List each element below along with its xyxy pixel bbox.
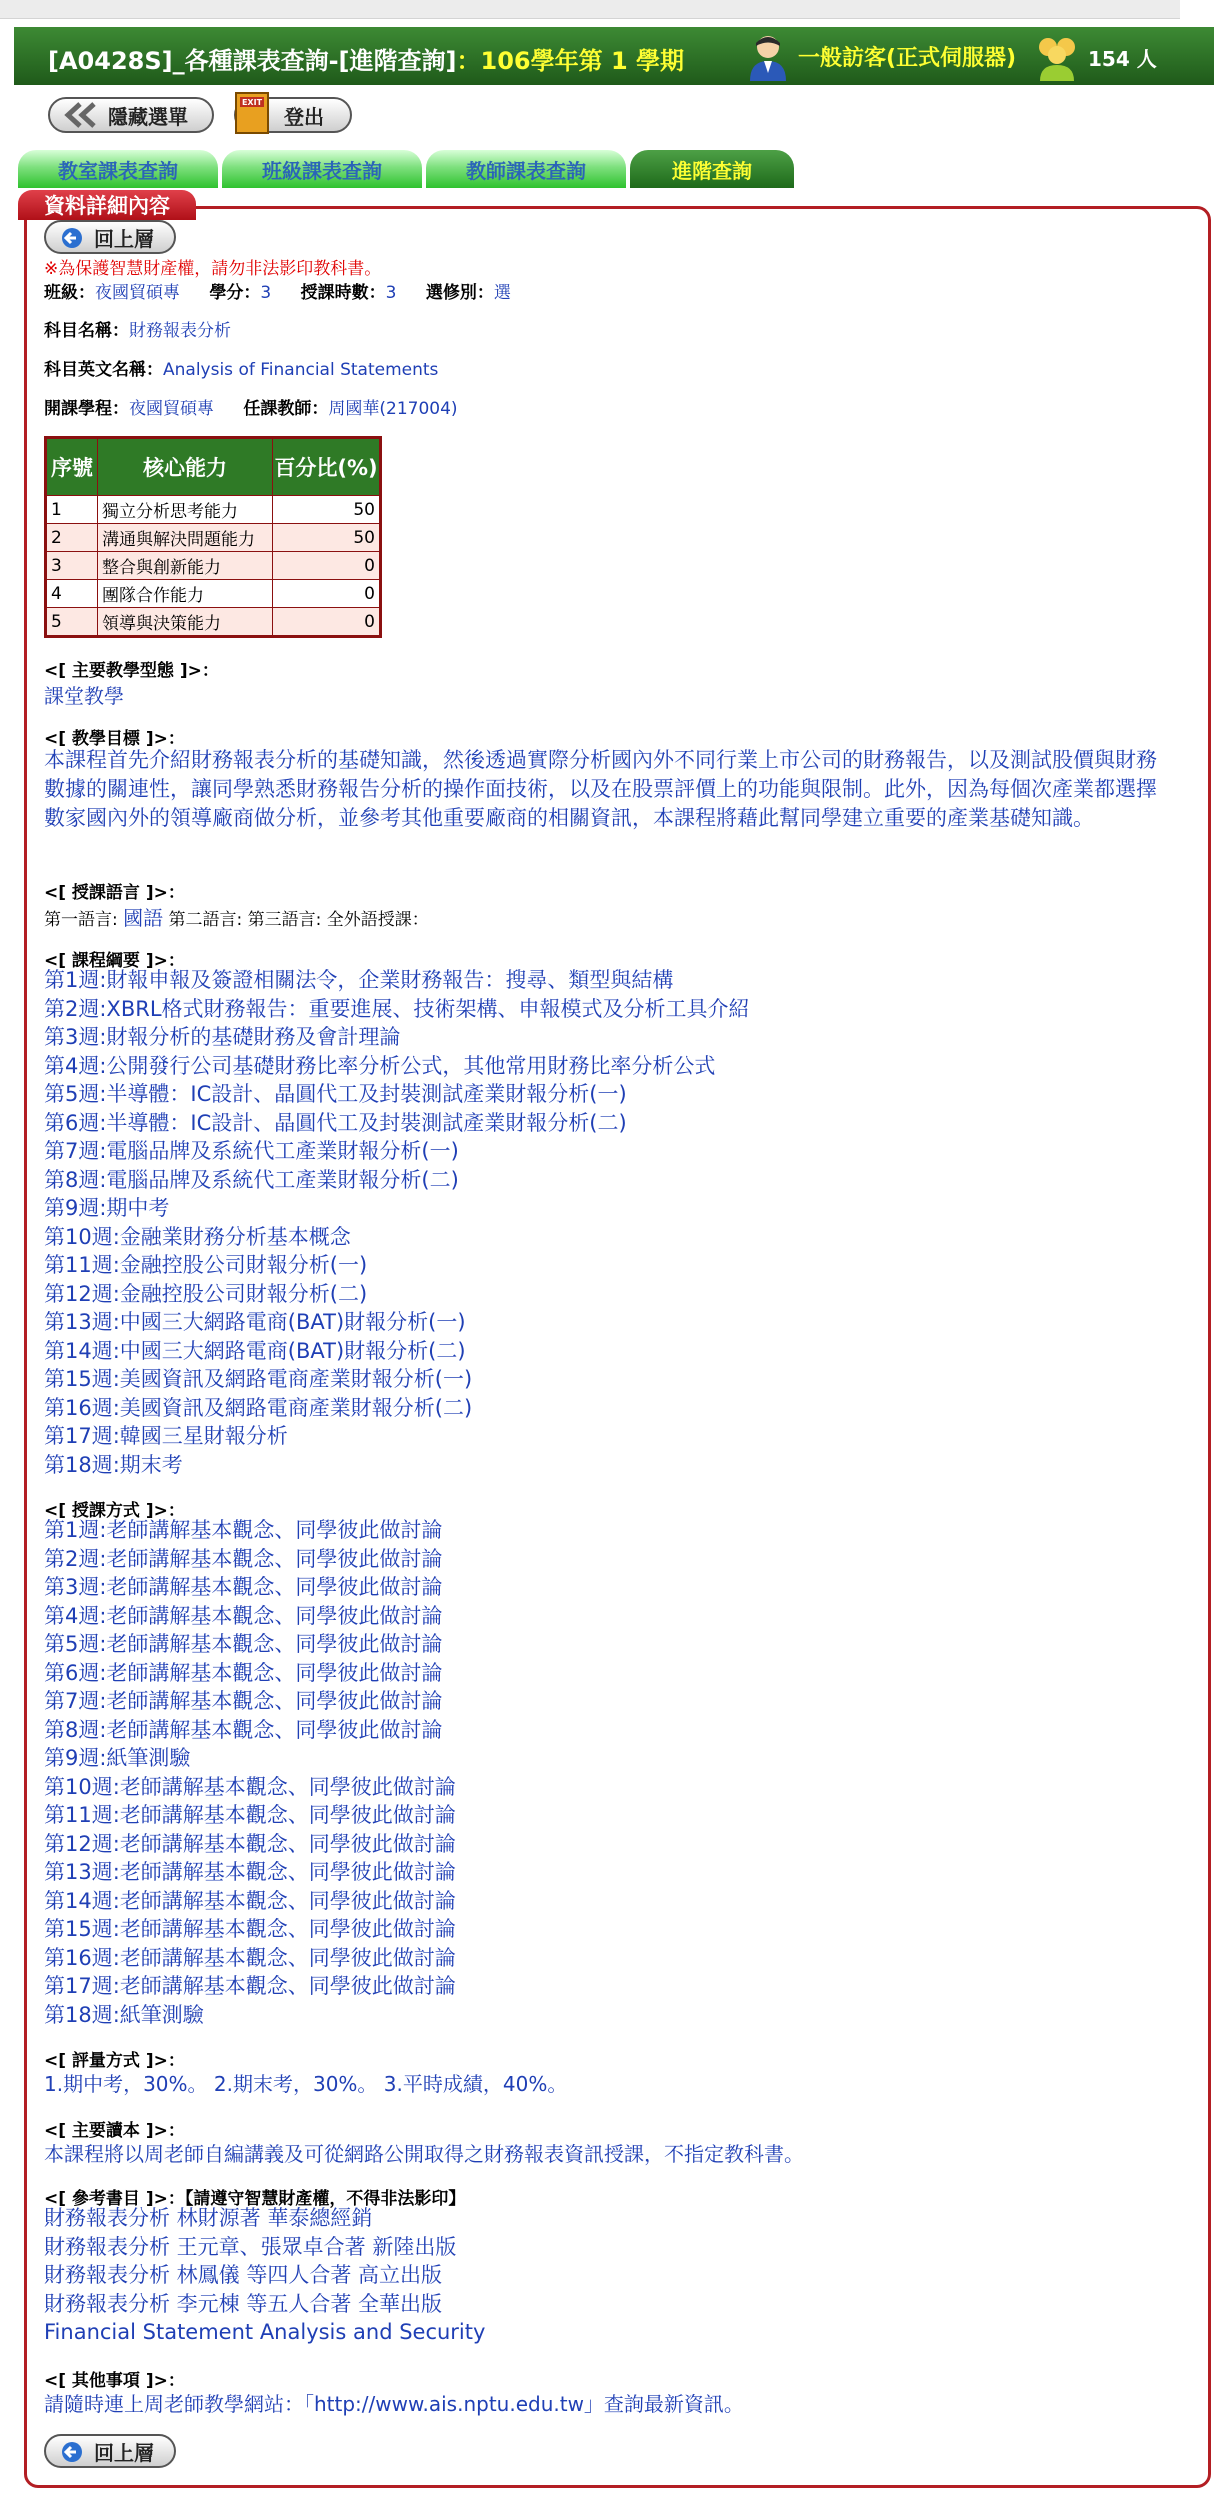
outline-item: 第12週:金融控股公司財報分析(二)	[44, 1281, 368, 1306]
subject-value: 財務報表分析	[129, 321, 231, 341]
method-item: 第8週:老師講解基本觀念、同學彼此做討論	[44, 1717, 443, 1742]
method-item: 第17週:老師講解基本觀念、同學彼此做討論	[44, 1974, 456, 1998]
objective-text: 本課程首先介紹財務報表分析的基礎知識，然後透過實際分析國內外不同行業上市公司的財務報告，以及測試股價與財務數據的關連性，讓同學熟悉財務報告分析的操作面技術，以及在股票評價上的功能與限制。此外，因為每個次產業都選擇數家國內外的領導廠商做分析，並參考其他重要廠商的相關資訊，本課程將藉此幫同學建立重要的產業基礎知識。	[44, 748, 1157, 830]
outline-item: 第9週:期中考	[44, 1196, 170, 1220]
method-item: 第6週:老師講解基本觀念、同學彼此做討論	[44, 1660, 443, 1685]
outline-item: 第10週:金融業財務分析基本概念	[44, 1224, 351, 1249]
other-text: 請隨時連上周老師教學網站：「http://www.ais.nptu.edu.tw」查詢最新資訊。	[44, 2392, 744, 2416]
language-title: <[ 授課語言 ]>：	[44, 883, 185, 903]
textbook-text: 本課程將以周老師自編講義及可從網路公開取得之財務報表資訊授課，不指定教科書。	[44, 2142, 804, 2166]
method-item: 第1週:老師講解基本觀念、同學彼此做討論	[44, 1518, 443, 1542]
method-item: 第14週:老師講解基本觀念、同學彼此做討論	[44, 1888, 456, 1913]
references-list	[44, 2204, 485, 2347]
method-item: 第9週:紙筆測驗	[44, 1746, 191, 1770]
outline-item: 第11週:金融控股公司財報分析(一)	[44, 1253, 368, 1277]
method-item: 第7週:老師講解基本觀念、同學彼此做討論	[44, 1689, 443, 1713]
col-competency: 核心能力	[98, 438, 273, 496]
table-row: 5 領導與決策能力 0	[46, 608, 381, 637]
logout-label: 登出	[284, 104, 324, 129]
tab-advanced-query[interactable]: 進階查詢	[630, 150, 794, 188]
method-item: 第15週:老師講解基本觀念、同學彼此做討論	[44, 1917, 456, 1941]
english-name-value: Analysis of Financial Statements	[163, 360, 439, 380]
table-row: 4 團隊合作能力 0	[46, 580, 381, 608]
col-percent: 百分比(%)	[273, 438, 381, 496]
class-value: 夜國貿碩專	[95, 283, 180, 303]
table-row: 1 獨立分析思考能力 50	[46, 496, 381, 524]
first-language-value: 國語	[123, 906, 164, 930]
method-title: <[ 授課方式 ]>：	[44, 1501, 185, 1521]
outline-item: 第8週:電腦品牌及系統代工產業財報分析(二)	[44, 1167, 459, 1192]
reference-item: Financial Statement Analysis and Security	[44, 2320, 486, 2344]
method-item: 第5週:老師講解基本觀念、同學彼此做討論	[44, 1632, 443, 1656]
reference-item: 財務報表分析 李元棟 等五人合著 全華出版	[44, 2291, 443, 2316]
textbook-title: <[ 主要讀本 ]>：	[44, 2121, 185, 2141]
hide-menu-label: 隱藏選單	[108, 104, 188, 129]
method-item: 第18週:紙筆測驗	[44, 2002, 204, 2027]
tab-classroom-schedule[interactable]: 教室課表查詢	[18, 150, 218, 188]
method-item: 第11週:老師講解基本觀念、同學彼此做討論	[44, 1803, 456, 1827]
back-button-top[interactable]: 回上層	[44, 220, 176, 254]
subject-row: 科目名稱：財務報表分析	[44, 321, 231, 341]
reference-item: 財務報表分析 王元章、張眾卓合著 新陸出版	[44, 2234, 457, 2259]
back-arrow-icon	[58, 2441, 86, 2463]
program-value: 夜國貿碩專	[129, 399, 214, 419]
outline-item: 第3週:財報分析的基礎財務及會計理論	[44, 1025, 401, 1049]
teaching-type-value: 課堂教學	[44, 684, 124, 708]
table-row: 2 溝通與解決問題能力 50	[46, 524, 381, 552]
language-row: 第一語言: 國語 第二語言: 第三語言: 全外語授課：	[44, 906, 429, 930]
outline-item: 第14週:中國三大網路電商(BAT)財報分析(二)	[44, 1338, 466, 1363]
people-icon	[1032, 31, 1082, 81]
copyright-warning: ※為保護智慧財產權，請勿非法影印教科書。	[44, 259, 382, 279]
detail-box-title: 資料詳細內容	[18, 190, 196, 220]
grading-title: <[ 評量方式 ]>：	[44, 2051, 185, 2071]
hours-value: 3	[385, 283, 397, 303]
outline-item: 第1週:財報申報及簽證相關法令，企業財務報告：搜尋、類型與結構	[44, 968, 674, 992]
double-chevron-left-icon	[60, 102, 104, 128]
competency-table	[44, 436, 382, 638]
outline-list	[44, 966, 750, 1479]
reference-item: 財務報表分析 林鳳儀 等四人合著 高立出版	[44, 2263, 443, 2287]
outline-item: 第18週:期末考	[44, 1452, 183, 1477]
method-item: 第12週:老師講解基本觀念、同學彼此做討論	[44, 1831, 456, 1856]
page-title: [A0428S]_各種課表查詢-[進階查詢]：106學年第 1 學期	[48, 47, 685, 75]
method-list	[44, 1516, 456, 2029]
table-row: 3 整合與創新能力 0	[46, 552, 381, 580]
outline-title: <[ 課程綱要 ]>：	[44, 951, 185, 971]
method-item: 第3週:老師講解基本觀念、同學彼此做討論	[44, 1575, 443, 1599]
method-item: 第2週:老師講解基本觀念、同學彼此做討論	[44, 1546, 443, 1571]
outline-item: 第16週:美國資訊及網路電商產業財報分析(二)	[44, 1395, 473, 1420]
online-count: 154 人	[1088, 47, 1157, 71]
back-arrow-icon	[58, 227, 86, 249]
english-name-row: 科目英文名稱：Analysis of Financial Statements	[44, 360, 439, 380]
reference-item: 財務報表分析 林財源著 華泰總經銷	[44, 2206, 373, 2230]
back-button-bottom[interactable]: 回上層	[44, 2434, 176, 2468]
credit-value: 3	[260, 283, 272, 303]
outline-item: 第2週:XBRL格式財務報告：重要進展、技術架構、申報模式及分析工具介紹	[44, 996, 750, 1021]
method-item: 第10週:老師講解基本觀念、同學彼此做討論	[44, 1774, 456, 1799]
tab-class-schedule[interactable]: 班級課表查詢	[222, 150, 422, 188]
outline-item: 第15週:美國資訊及網路電商產業財報分析(一)	[44, 1367, 473, 1391]
teaching-type-title: <[ 主要教學型態 ]>：	[44, 661, 219, 681]
teacher-value: 周國華(217004)	[328, 399, 458, 419]
outline-item: 第6週:半導體：IC設計、晶圓代工及封裝測試產業財報分析(二)	[44, 1110, 627, 1135]
outline-item: 第5週:半導體：IC設計、晶圓代工及封裝測試產業財報分析(一)	[44, 1082, 627, 1106]
method-item: 第4週:老師講解基本觀念、同學彼此做討論	[44, 1603, 443, 1628]
app-header	[14, 27, 1214, 85]
program-teacher-row: 開課學程：夜國貿碩專 任課教師：周國華(217004)	[44, 399, 458, 419]
tab-teacher-schedule[interactable]: 教師課表查詢	[426, 150, 626, 188]
method-item: 第13週:老師講解基本觀念、同學彼此做討論	[44, 1860, 456, 1884]
user-avatar-icon	[744, 31, 792, 81]
visitor-status: 一般訪客(正式伺服器)	[798, 46, 1017, 71]
outline-item: 第4週:公開發行公司基礎財務比率分析公式，其他常用財務比率分析公式	[44, 1053, 716, 1078]
exit-sign-icon	[230, 89, 274, 135]
objective-title: <[ 教學目標 ]>：	[44, 729, 185, 749]
svg-text:EXIT: EXIT	[241, 98, 263, 107]
outline-item: 第13週:中國三大網路電商(BAT)財報分析(一)	[44, 1310, 466, 1334]
method-item: 第16週:老師講解基本觀念、同學彼此做討論	[44, 1945, 456, 1970]
other-title: <[ 其他事項 ]>：	[44, 2371, 185, 2391]
class-info-row: 班級：夜國貿碩專 學分：3 授課時數：3 選修別：選	[44, 283, 511, 303]
type-value: 選	[493, 283, 511, 303]
col-no: 序號	[46, 438, 98, 496]
grading-text: 1.期中考，30%。 2.期末考，30%。 3.平時成績，40%。	[44, 2072, 568, 2096]
browser-top-bar	[0, 0, 1180, 19]
logout-button[interactable]	[234, 97, 352, 133]
outline-item: 第7週:電腦品牌及系統代工產業財報分析(一)	[44, 1139, 459, 1163]
references-title: <[ 參考書目 ]>：【請遵守智慧財產權，不得非法影印】	[44, 2189, 466, 2209]
hide-menu-button[interactable]	[48, 97, 214, 133]
outline-item: 第17週:韓國三星財報分析	[44, 1424, 288, 1448]
